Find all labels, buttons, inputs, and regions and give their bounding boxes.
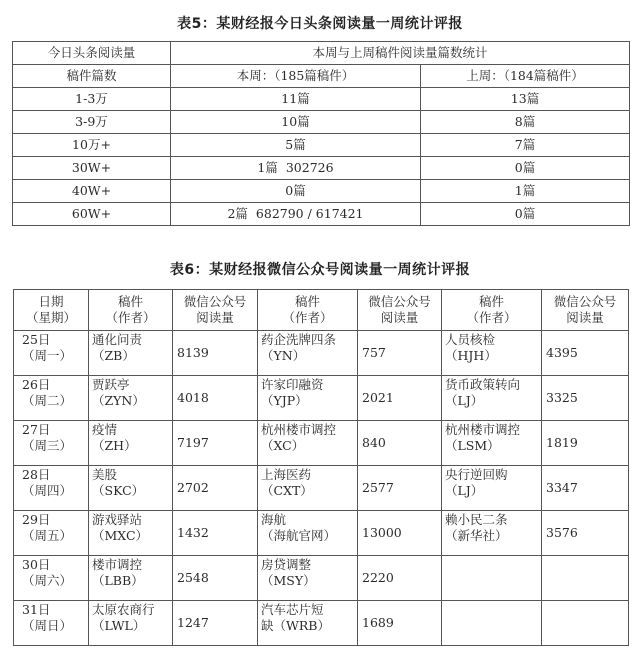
readership-cell: 4395	[542, 331, 629, 376]
table5-subheader-row	[13, 65, 630, 88]
date-cell: 29日 （周五）	[14, 511, 89, 556]
last-week-cell: 8篇	[421, 111, 630, 134]
this-week-cell: 11篇	[171, 88, 421, 111]
last-week-cell: 13篇	[421, 88, 630, 111]
table-row	[14, 466, 629, 511]
article-cell: 房贷调整 （MSY）	[258, 556, 358, 601]
article-cell: 货币政策转向 （LJ）	[442, 376, 542, 421]
table-row	[13, 157, 630, 180]
table-row	[14, 376, 629, 421]
range-cell: 60W+	[13, 203, 171, 226]
this-week-readership: 302726	[285, 160, 334, 175]
article-cell: 杭州楼市调控 （LSM）	[442, 421, 542, 466]
readership-cell: 2577	[358, 466, 442, 511]
readership-cell: 7197	[173, 421, 258, 466]
date-cell: 31日 （周日）	[14, 601, 89, 646]
table-row	[14, 601, 629, 646]
article-cell: 赖小民二条 （新华社）	[442, 511, 542, 556]
readership-cell: 2548	[173, 556, 258, 601]
table-row	[13, 88, 630, 111]
readership-cell	[542, 556, 629, 601]
article-cell: 许家印融资 （YJP）	[258, 376, 358, 421]
last-week-cell: 1篇	[421, 180, 630, 203]
article-cell: 通化问责 （ZB）	[89, 331, 173, 376]
table6-wechat-readership	[13, 289, 629, 646]
date-cell: 25日 （周一）	[14, 331, 89, 376]
range-cell: 3-9万	[13, 111, 171, 134]
range-cell: 40W+	[13, 180, 171, 203]
range-cell: 1-3万	[13, 88, 171, 111]
readership-cell: 840	[358, 421, 442, 466]
readership-cell	[542, 601, 629, 646]
article-cell: 杭州楼市调控 （XC）	[258, 421, 358, 466]
header-article: 稿件 （作者）	[442, 290, 542, 331]
table-row	[14, 556, 629, 601]
readership-cell: 2021	[358, 376, 442, 421]
article-cell: 疫情 （ZH）	[89, 421, 173, 466]
readership-cell: 1432	[173, 511, 258, 556]
header-article: 稿件 （作者）	[89, 290, 173, 331]
table-row	[13, 111, 630, 134]
header-date: 日期 （星期）	[14, 290, 89, 331]
readership-cell: 3576	[542, 511, 629, 556]
header-readership: 微信公众号 阅读量	[358, 290, 442, 331]
table5-toutiao-readership	[12, 41, 630, 226]
table6-header-row	[14, 290, 629, 331]
article-cell: 人员核检 （HJH）	[442, 331, 542, 376]
readership-cell: 13000	[358, 511, 442, 556]
date-cell: 26日 （周二）	[14, 376, 89, 421]
article-cell: 上海医药 （CXT）	[258, 466, 358, 511]
readership-cell: 4018	[173, 376, 258, 421]
article-cell: 央行逆回购 （LJ）	[442, 466, 542, 511]
readership-cell: 3347	[542, 466, 629, 511]
article-cell: 药企洗牌四条 （YN）	[258, 331, 358, 376]
readership-cell: 1689	[358, 601, 442, 646]
table-row	[14, 511, 629, 556]
table5-sub-this-week: 本周：（185篇稿件）	[171, 65, 421, 88]
header-article: 稿件 （作者）	[258, 290, 358, 331]
last-week-cell: 7篇	[421, 134, 630, 157]
table6-title: 表6：某财经报微信公众号阅读量一周统计评报	[169, 262, 471, 278]
date-cell: 27日 （周三）	[14, 421, 89, 466]
last-week-cell: 0篇	[421, 157, 630, 180]
article-cell: 美股 （SKC）	[89, 466, 173, 511]
table5-title: 表5：某财经报今日头条阅读量一周统计评报	[177, 16, 463, 32]
article-cell	[442, 556, 542, 601]
article-cell: 楼市调控 （LBB）	[89, 556, 173, 601]
article-cell: 游戏驿站 （MXC）	[89, 511, 173, 556]
this-week-cell: 2篇 682790 / 617421	[171, 203, 421, 226]
this-week-cell: 1篇 302726	[171, 157, 421, 180]
table-row	[14, 331, 629, 376]
article-cell: 太原农商行 （LWL）	[89, 601, 173, 646]
this-week-cell: 5篇	[171, 134, 421, 157]
date-cell: 28日 （周四）	[14, 466, 89, 511]
table5-header-left: 今日头条阅读量	[13, 42, 171, 65]
readership-cell: 2702	[173, 466, 258, 511]
table-row	[13, 180, 630, 203]
table-row	[14, 421, 629, 466]
readership-cell: 757	[358, 331, 442, 376]
last-week-cell: 0篇	[421, 203, 630, 226]
this-week-cell: 0篇	[171, 180, 421, 203]
header-readership: 微信公众号 阅读量	[173, 290, 258, 331]
range-cell: 10万+	[13, 134, 171, 157]
table5-sub-last-week: 上周：（184篇稿件）	[421, 65, 630, 88]
readership-cell: 1247	[173, 601, 258, 646]
article-cell: 贾跃亭 （ZYN）	[89, 376, 173, 421]
article-cell	[442, 601, 542, 646]
article-cell: 汽车芯片短 缺（WRB）	[258, 601, 358, 646]
table-row	[13, 203, 630, 226]
readership-cell: 1819	[542, 421, 629, 466]
table5-header-row	[13, 42, 630, 65]
this-week-readership: 682790 / 617421	[255, 206, 364, 221]
article-cell: 海航 （海航官网）	[258, 511, 358, 556]
date-cell: 30日 （周六）	[14, 556, 89, 601]
readership-cell: 3325	[542, 376, 629, 421]
readership-cell: 8139	[173, 331, 258, 376]
table5-header-right: 本周与上周稿件阅读量篇数统计	[171, 42, 630, 65]
readership-cell: 2220	[358, 556, 442, 601]
range-cell: 30W+	[13, 157, 171, 180]
header-readership: 微信公众号 阅读量	[542, 290, 629, 331]
this-week-cell: 10篇	[171, 111, 421, 134]
table5-sub-left: 稿件篇数	[13, 65, 171, 88]
table-row	[13, 134, 630, 157]
